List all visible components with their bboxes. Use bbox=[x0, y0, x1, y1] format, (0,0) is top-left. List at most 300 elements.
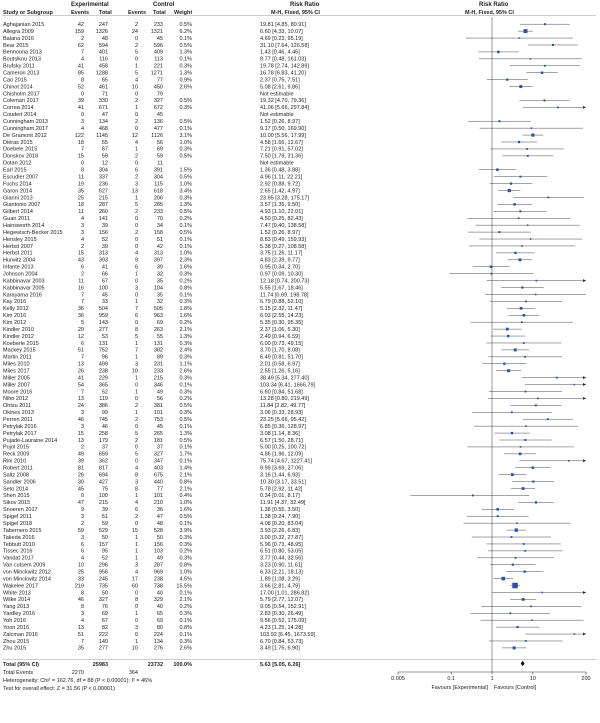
ci-text: 4.86 [1.96, 12.09] bbox=[260, 451, 303, 458]
point-estimate bbox=[530, 58, 532, 60]
weight: 0.1% bbox=[179, 631, 192, 638]
study-name: Tissec 2016 bbox=[3, 548, 33, 555]
study-marker-group bbox=[506, 528, 526, 531]
exp-total: 215 bbox=[98, 500, 108, 507]
ci-text: 4.58 [1.66, 12.67] bbox=[260, 139, 303, 146]
weight: 0.5% bbox=[179, 437, 192, 444]
ctl-events: 0 bbox=[134, 396, 138, 403]
exp-events: 219 bbox=[74, 583, 84, 590]
table-row bbox=[3, 105, 309, 111]
exp-events: 45 bbox=[77, 486, 84, 493]
ctl-total: 32 bbox=[156, 271, 163, 278]
ctl-events: 4 bbox=[134, 77, 138, 84]
weight: 2.1% bbox=[179, 597, 192, 604]
exp-events: 46 bbox=[77, 417, 84, 424]
weight: 1.5% bbox=[179, 167, 192, 174]
ctl-total: 381 bbox=[153, 403, 163, 410]
point-estimate bbox=[508, 189, 511, 192]
ctl-events: 6 bbox=[134, 313, 138, 320]
study-marker-group bbox=[486, 543, 561, 545]
point-estimate bbox=[523, 342, 525, 344]
weight: 1.1% bbox=[179, 361, 192, 368]
ctl-events: 2 bbox=[134, 98, 138, 105]
table-row bbox=[3, 306, 303, 312]
study-marker-group bbox=[476, 224, 580, 226]
ctl-events: 12 bbox=[131, 132, 138, 139]
exp-total: 67 bbox=[101, 617, 108, 624]
ci-text: 4.93 [1.10, 22.01] bbox=[260, 209, 303, 216]
ctl-events: 9 bbox=[134, 257, 138, 264]
exp-total: 362 bbox=[98, 458, 108, 465]
exp-events: 5 bbox=[80, 319, 84, 326]
study-marker-group bbox=[479, 168, 516, 171]
table-header bbox=[3, 2, 514, 16]
study-name: Tabernero 2015 bbox=[3, 527, 42, 534]
exp-events: 7 bbox=[80, 146, 84, 153]
table-row bbox=[3, 417, 306, 423]
table-row bbox=[3, 188, 300, 194]
study-name: Zhou 2015 bbox=[3, 638, 30, 645]
study-marker-group bbox=[496, 252, 535, 254]
exp-events: 2 bbox=[80, 35, 84, 42]
ctl-events: 1 bbox=[134, 611, 138, 618]
study-name: Zhu 2015 bbox=[3, 645, 27, 652]
exp-events: 35 bbox=[77, 645, 84, 652]
ci-arrow bbox=[583, 106, 586, 109]
ci-text: 4.08 [0.20, 83.04] bbox=[260, 520, 303, 527]
exp-events: 13 bbox=[77, 437, 84, 444]
table-footer bbox=[3, 662, 537, 692]
study-marker-group bbox=[504, 453, 536, 456]
weight: 0.8% bbox=[179, 562, 192, 569]
col-header-ctl-total: Total bbox=[153, 10, 166, 16]
ci-text: 5.96 [0.73, 48.95] bbox=[260, 541, 303, 548]
exp-total: 157 bbox=[98, 541, 108, 548]
ctl-events: 6 bbox=[134, 264, 138, 271]
exp-total: 386 bbox=[98, 403, 108, 410]
ctl-events: 0 bbox=[134, 631, 138, 638]
point-estimate bbox=[524, 550, 526, 552]
ctl-total: 233 bbox=[153, 22, 163, 28]
ci-text: 6.70 [0.84, 53.73] bbox=[260, 638, 303, 645]
ctl-events: 5 bbox=[134, 202, 138, 209]
weight: 1.6% bbox=[179, 507, 192, 514]
exp-total: 66 bbox=[101, 271, 108, 278]
ctl-total: 347 bbox=[153, 458, 163, 465]
exp-events: 4 bbox=[80, 617, 84, 624]
exp-total: 71 bbox=[101, 91, 108, 98]
exp-total: 67 bbox=[101, 146, 108, 153]
point-estimate bbox=[557, 106, 559, 108]
exp-total: 330 bbox=[98, 98, 108, 105]
exp-events: 41 bbox=[77, 63, 84, 70]
weight: 2.1% bbox=[179, 326, 192, 333]
study-name: Kelly 2012 bbox=[3, 306, 29, 313]
ci-text: 2.83 [0.30, 26.49] bbox=[260, 611, 303, 618]
exp-total: 156 bbox=[98, 229, 108, 236]
ctl-events: 24 bbox=[131, 28, 138, 35]
exp-total: 959 bbox=[98, 313, 108, 320]
weight: 0.1% bbox=[179, 444, 192, 451]
exp-events: 51 bbox=[77, 631, 84, 638]
study-name: Garon 2014 bbox=[3, 188, 33, 195]
ctl-events: 2 bbox=[134, 119, 138, 126]
ci-text: 4.83 [2.39, 9.77] bbox=[260, 257, 300, 264]
study-name: De Gramont 2012 bbox=[3, 132, 47, 139]
point-estimate bbox=[544, 23, 546, 25]
study-name: Petrylak 2017 bbox=[3, 430, 37, 437]
point-estimate bbox=[574, 633, 576, 635]
ci-text: 6.51 [0.80, 53.05] bbox=[260, 548, 303, 555]
exp-events: 159 bbox=[74, 28, 84, 35]
ctl-events: 5 bbox=[134, 49, 138, 56]
ctl-events: 0 bbox=[134, 520, 138, 527]
study-marker-group bbox=[474, 425, 578, 427]
group-header-risk-ratio-plot: Risk Ratio bbox=[479, 2, 509, 8]
study-name: Reck 2009 bbox=[3, 451, 30, 458]
ctl-events: 0 bbox=[134, 236, 138, 243]
col-header-exp-total: Total bbox=[99, 10, 112, 16]
exp-total: 134 bbox=[98, 119, 108, 126]
ctl-total: 327 bbox=[153, 98, 163, 105]
table-row bbox=[3, 382, 316, 388]
exp-total: 48 bbox=[101, 35, 108, 42]
point-estimate bbox=[541, 592, 543, 594]
study-marker-group bbox=[490, 564, 535, 566]
ctl-total: 224 bbox=[153, 631, 163, 638]
ctl-events: 6 bbox=[134, 507, 138, 514]
exp-events: 0 bbox=[80, 160, 84, 167]
table-row bbox=[3, 320, 303, 326]
table-row bbox=[3, 341, 303, 347]
weight: 0.5% bbox=[179, 403, 192, 410]
ctl-total: 1271 bbox=[150, 70, 163, 77]
ctl-total: 55 bbox=[156, 333, 163, 340]
ci-text: 1.36 [0.48, 3.88] bbox=[260, 167, 300, 174]
ctl-events: 2 bbox=[134, 514, 138, 521]
ci-text: 3.93 [2.26, 6.83] bbox=[260, 527, 300, 534]
ci-text: 0.95 [0.34, 2.70] bbox=[260, 264, 300, 271]
total-ctl-total: 23732 bbox=[147, 662, 163, 668]
weight: 0.3% bbox=[179, 611, 192, 618]
study-name: Fuchs 2014 bbox=[3, 181, 32, 188]
ctl-events: 0 bbox=[134, 112, 138, 119]
study-marker-group bbox=[497, 203, 532, 205]
ctl-events: 1 bbox=[134, 63, 138, 70]
exp-events: 16 bbox=[77, 285, 84, 292]
point-estimate bbox=[531, 619, 533, 621]
ci-arrow bbox=[583, 459, 586, 462]
table-row bbox=[3, 362, 300, 368]
table-row bbox=[3, 597, 303, 603]
table-row bbox=[3, 29, 303, 35]
ctl-total: 101 bbox=[153, 410, 163, 417]
ctl-events: 0 bbox=[134, 590, 138, 597]
table-row bbox=[3, 639, 303, 645]
point-estimate bbox=[511, 432, 513, 434]
study-marker-group bbox=[479, 58, 582, 60]
exp-events: 18 bbox=[77, 202, 84, 209]
table-row bbox=[3, 77, 300, 83]
exp-total: 627 bbox=[98, 188, 108, 195]
table-row bbox=[3, 181, 300, 187]
weight: 0.1% bbox=[179, 590, 192, 597]
exp-events: 7 bbox=[80, 292, 84, 299]
weight: 0.2% bbox=[179, 319, 192, 326]
weight: 0.2% bbox=[179, 216, 192, 223]
weight: 1.8% bbox=[179, 306, 192, 313]
exp-events: 36 bbox=[77, 306, 84, 313]
study-marker-group bbox=[471, 321, 573, 323]
table-row bbox=[3, 36, 303, 42]
study-name: Balana 2016 bbox=[3, 35, 34, 42]
exp-events: 0 bbox=[80, 112, 84, 119]
study-name: von Minckwitz 2014 bbox=[3, 576, 51, 583]
weight: 0.1% bbox=[179, 423, 192, 430]
exp-events: 19 bbox=[77, 181, 84, 188]
ctl-total: 32 bbox=[156, 299, 163, 306]
ci-text: 6.60 [0.84, 51.68] bbox=[260, 389, 303, 396]
weight: 0.2% bbox=[179, 548, 192, 555]
weight: 0.1% bbox=[179, 292, 192, 299]
ci-text: 7.47 [0.40, 138.58] bbox=[260, 222, 306, 229]
ctl-events: 0 bbox=[134, 604, 138, 611]
table-row bbox=[3, 576, 300, 582]
point-estimate bbox=[568, 460, 570, 462]
exp-events: 9 bbox=[80, 507, 84, 514]
exp-total: 59 bbox=[101, 520, 108, 527]
x-tick-label: 0.1 bbox=[447, 676, 455, 682]
exp-total: 461 bbox=[98, 84, 108, 91]
table-row bbox=[3, 355, 303, 361]
ci-text: 3.77 [0.44, 32.56] bbox=[260, 555, 303, 562]
ctl-total: 391 bbox=[153, 167, 163, 174]
weight: 0.8% bbox=[179, 479, 192, 486]
table-row bbox=[3, 237, 306, 243]
study-marker-group bbox=[499, 439, 551, 441]
ctl-total: 42 bbox=[156, 243, 163, 250]
exp-events: 13 bbox=[77, 624, 84, 631]
exp-total: 179 bbox=[98, 437, 108, 444]
ctl-events: 0 bbox=[134, 216, 138, 223]
exp-total: 659 bbox=[98, 451, 108, 458]
point-estimate bbox=[527, 155, 529, 157]
ci-text: 1.43 [0.46, 4.46] bbox=[260, 49, 300, 56]
study-name: Diéras 2015 bbox=[3, 139, 33, 146]
ctl-total: 738 bbox=[153, 583, 163, 590]
exp-total: 47 bbox=[101, 112, 108, 119]
ctl-events: 8 bbox=[134, 472, 138, 479]
ctl-events: 3 bbox=[134, 285, 138, 292]
ctl-total: 672 bbox=[153, 105, 163, 112]
ci-text: 3.08 [1.14, 8.36] bbox=[260, 430, 300, 437]
study-name: Coleman 2017 bbox=[3, 98, 39, 105]
study-marker-group bbox=[494, 176, 547, 178]
ctl-total: 181 bbox=[153, 437, 163, 444]
study-name: Brufsky 2011 bbox=[3, 63, 35, 70]
favours-control-label: Favours [Control] bbox=[494, 685, 537, 691]
exp-total: 238 bbox=[98, 368, 108, 375]
point-estimate bbox=[527, 224, 529, 226]
ctl-total: 969 bbox=[153, 569, 163, 576]
ctl-total: 35 bbox=[156, 292, 163, 299]
exp-total: 59 bbox=[101, 153, 108, 160]
ctl-total: 89 bbox=[156, 354, 163, 361]
ctl-events: 0 bbox=[134, 458, 138, 465]
study-marker-group bbox=[498, 189, 520, 192]
exp-total: 39 bbox=[101, 507, 108, 514]
point-estimate bbox=[507, 369, 510, 372]
point-estimate bbox=[524, 29, 528, 33]
ci-text: 75.74 [4.67, 1227.41] bbox=[260, 458, 312, 465]
study-marker-group bbox=[482, 363, 526, 365]
ci-arrow bbox=[583, 397, 586, 400]
weight: 0.5% bbox=[179, 119, 192, 126]
point-estimate bbox=[518, 141, 520, 143]
study-name: Cunningham 2013 bbox=[3, 119, 48, 126]
ctl-total: 440 bbox=[153, 479, 163, 486]
weight: 0.1% bbox=[179, 617, 192, 624]
ci-text: 3.75 [1.26, 11.17] bbox=[260, 250, 303, 257]
weight: 0.3% bbox=[179, 105, 192, 112]
study-marker-group bbox=[502, 646, 526, 649]
exp-events: 15 bbox=[77, 430, 84, 437]
study-marker-group bbox=[467, 217, 570, 219]
exp-events: 15 bbox=[77, 153, 84, 160]
table-row bbox=[3, 91, 294, 97]
exp-total: 100 bbox=[98, 493, 108, 500]
exp-total: 51 bbox=[101, 514, 108, 521]
study-marker-group bbox=[488, 356, 562, 358]
exp-events: 6 bbox=[80, 548, 84, 555]
ci-text: 4.50 [0.25, 82.43] bbox=[260, 216, 303, 223]
exp-total: 327 bbox=[98, 597, 108, 604]
table-row bbox=[3, 403, 306, 409]
weight: 0.1% bbox=[179, 243, 192, 250]
study-marker-group bbox=[481, 605, 581, 607]
exp-total: 594 bbox=[98, 42, 108, 49]
study-marker-group bbox=[526, 71, 558, 73]
ci-text: 6.49 [0.81, 51.70] bbox=[260, 354, 303, 361]
favours-experimental-label: Favours [Experimental] bbox=[431, 685, 488, 691]
point-estimate bbox=[514, 252, 516, 254]
weight: 0.5% bbox=[179, 229, 192, 236]
ci-text: 6.33 [2.21, 18.13] bbox=[260, 569, 303, 576]
ctl-events: 0 bbox=[134, 319, 138, 326]
point-estimate bbox=[511, 411, 513, 413]
exp-events: 6 bbox=[80, 340, 84, 347]
study-name: Hensley 2015 bbox=[3, 236, 37, 243]
ci-text: 1.89 [1.08, 3.29] bbox=[260, 576, 300, 583]
ctl-total: 36 bbox=[156, 507, 163, 514]
ctl-events: 2 bbox=[134, 403, 138, 410]
exp-total: 37 bbox=[101, 444, 108, 451]
exp-events: 3 bbox=[80, 611, 84, 618]
ci-text: 2.49 [0.94, 6.59] bbox=[260, 333, 300, 340]
table-row bbox=[3, 528, 300, 534]
exp-events: 59 bbox=[77, 527, 84, 534]
table-row bbox=[3, 174, 303, 180]
ctl-total: 45 bbox=[156, 35, 163, 42]
study-name: Herbst 2011 bbox=[3, 250, 33, 257]
table-row bbox=[3, 348, 300, 354]
ctl-total: 382 bbox=[153, 347, 163, 354]
table-row bbox=[3, 244, 306, 250]
ci-text: 3.23 [0.90, 11.61] bbox=[260, 562, 303, 569]
ctl-total: 37 bbox=[156, 444, 163, 451]
study-marker-group bbox=[494, 210, 547, 212]
exp-events: 41 bbox=[77, 105, 84, 112]
weight: 0.1% bbox=[179, 35, 192, 42]
ci-text: 1.38 [0.55, 3.50] bbox=[260, 507, 300, 514]
exp-total: 1145 bbox=[96, 132, 108, 139]
point-estimate bbox=[519, 453, 522, 456]
table-row bbox=[3, 375, 309, 381]
weight: 0.5% bbox=[179, 42, 192, 49]
study-marker-group bbox=[525, 633, 586, 636]
point-estimate bbox=[522, 487, 525, 490]
ci-text: 3.66 [2.81, 4.79] bbox=[260, 583, 300, 590]
ctl-total: 40 bbox=[156, 590, 163, 597]
ci-text: 6.60 [4.33, 10.07] bbox=[260, 28, 303, 35]
study-name: Seto 2014 bbox=[3, 486, 29, 493]
point-estimate bbox=[525, 425, 527, 427]
exp-total: 393 bbox=[98, 257, 108, 264]
exp-total: 260 bbox=[98, 209, 108, 216]
ctl-total: 115 bbox=[154, 181, 163, 188]
point-estimate bbox=[544, 99, 546, 101]
exp-total: 39 bbox=[101, 222, 108, 229]
point-estimate bbox=[523, 314, 526, 317]
study-marker-group bbox=[480, 619, 583, 621]
ctl-total: 70 bbox=[156, 216, 163, 223]
ctl-events: 1 bbox=[134, 493, 138, 500]
ctl-events: 2 bbox=[134, 229, 138, 236]
ctl-total: 304 bbox=[153, 174, 163, 181]
ci-text: 4.96 [1.11, 22.21] bbox=[260, 174, 303, 181]
ctl-events: 1 bbox=[134, 299, 138, 306]
ctl-total: 963 bbox=[153, 313, 163, 320]
ctl-total: 59 bbox=[156, 153, 163, 160]
exp-total: 33 bbox=[101, 299, 108, 306]
point-estimate bbox=[520, 446, 522, 448]
ctl-events: 1 bbox=[134, 534, 138, 541]
ci-text: 16.78 [6.83, 41.20] bbox=[260, 70, 306, 77]
plot-area bbox=[391, 17, 590, 682]
ci-text: 4.23 [1.25, 14.28] bbox=[260, 624, 303, 631]
table-row bbox=[3, 216, 303, 222]
study-marker-group bbox=[507, 307, 535, 310]
table-row bbox=[3, 604, 306, 610]
study-name: Yoh 2016 bbox=[3, 617, 27, 624]
study-marker-group bbox=[469, 245, 575, 247]
exp-total: 287 bbox=[98, 202, 108, 209]
ctl-total: 327 bbox=[153, 451, 163, 458]
exp-events: 81 bbox=[77, 465, 84, 472]
total-events-exp: 2270 bbox=[71, 670, 84, 676]
ctl-events: 2 bbox=[134, 209, 138, 216]
exp-events: 41 bbox=[77, 375, 84, 382]
weight: 1.7% bbox=[179, 451, 192, 458]
x-tick-label: 10 bbox=[529, 676, 536, 682]
exp-total: 95 bbox=[101, 548, 108, 555]
ctl-events: 1 bbox=[134, 195, 138, 202]
weight: 1.4% bbox=[179, 465, 192, 472]
table-row bbox=[3, 230, 300, 236]
table-row bbox=[3, 500, 306, 506]
exp-events: 51 bbox=[77, 347, 84, 354]
study-marker-group bbox=[490, 148, 563, 150]
